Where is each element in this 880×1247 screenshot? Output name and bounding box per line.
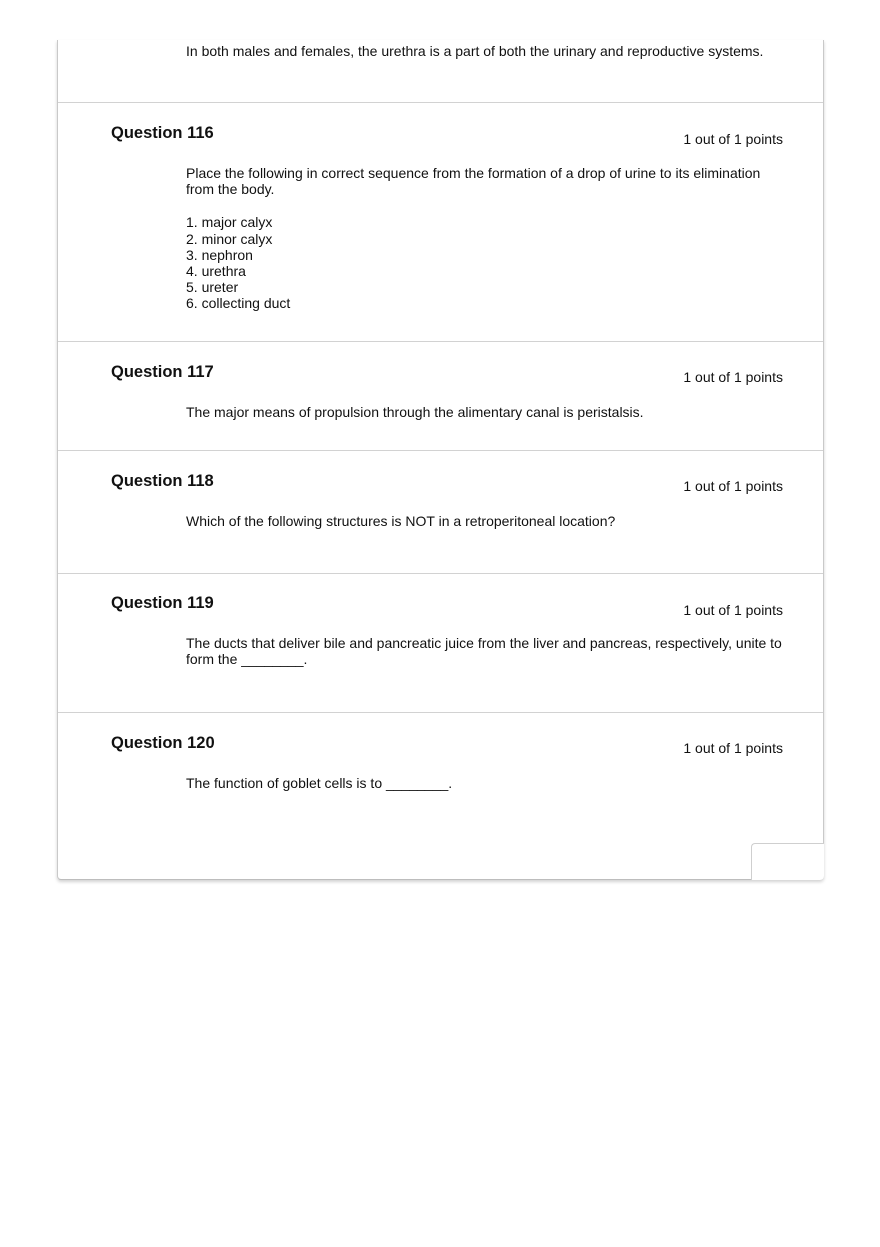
- question-divider: [58, 573, 823, 574]
- list-item: 5. ureter: [186, 279, 239, 296]
- sequence-list: [186, 214, 788, 311]
- question-divider: [58, 450, 823, 451]
- list-item: 1. major calyx: [186, 214, 273, 231]
- question-title: Question 120: [111, 734, 215, 752]
- question-divider: [58, 341, 823, 342]
- list-item: 3. nephron: [186, 246, 253, 263]
- question-text: Which of the following structures is NOT in a retroperitoneal location?: [186, 513, 616, 529]
- question-points: 1 out of 1 points: [683, 369, 783, 385]
- question-points: 1 out of 1 points: [683, 740, 783, 756]
- question-text: The ducts that deliver bile and pancreatic juice from the liver and pancreas, respectively, unite to form the ________.: [186, 635, 782, 668]
- question-text: The function of goblet cells is to ________.: [186, 775, 453, 791]
- question-divider: [58, 712, 823, 713]
- panel-footer-box: [751, 843, 824, 880]
- list-item: 2. minor calyx: [186, 230, 273, 247]
- question-text: [186, 165, 788, 312]
- question-title: Question 119: [111, 594, 214, 612]
- list-item: 6. collecting duct: [186, 295, 291, 312]
- previous-question-text: In both males and females, the urethra is a part of both the urinary and reproductive systems.: [186, 43, 764, 59]
- question-points: 1 out of 1 points: [683, 602, 783, 618]
- question-points: 1 out of 1 points: [683, 478, 783, 494]
- quiz-results-panel: [57, 40, 824, 880]
- question-title: Question 117: [111, 363, 214, 381]
- question-divider: [58, 102, 823, 103]
- question-text: The major means of propulsion through the alimentary canal is peristalsis.: [186, 404, 644, 420]
- list-item: 4. urethra: [186, 263, 246, 280]
- question-title: Question 118: [111, 472, 214, 490]
- question-points: 1 out of 1 points: [683, 131, 783, 147]
- question-prompt: Place the following in correct sequence from the formation of a drop of urine to its elimination from the body.: [186, 165, 761, 198]
- question-title: Question 116: [111, 124, 214, 142]
